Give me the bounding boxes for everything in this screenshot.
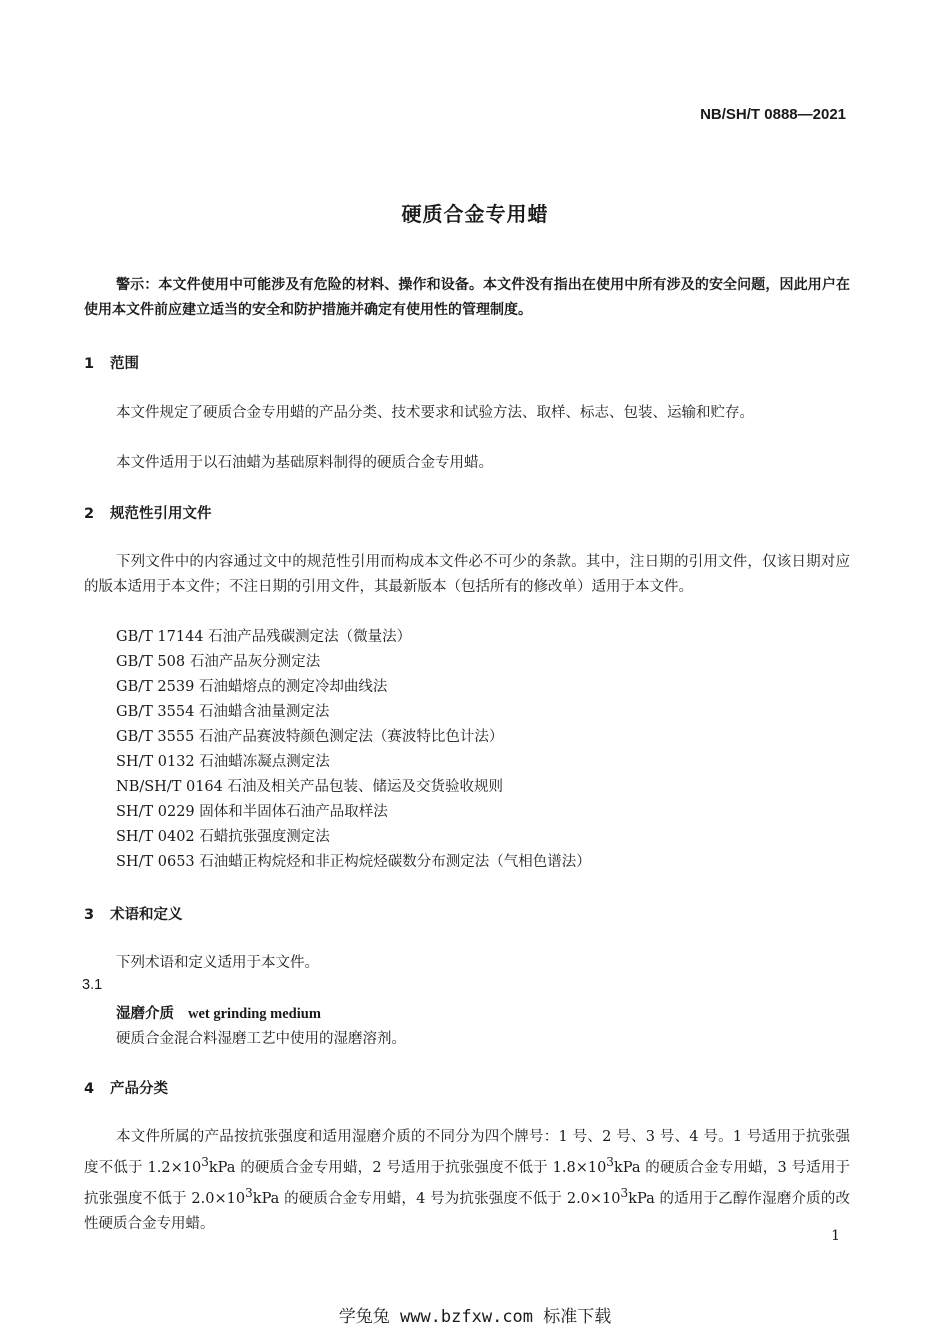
- term-entry: [116, 1002, 321, 1023]
- reference-item: GB/T 2539 石油蜡熔点的测定冷却曲线法: [116, 679, 388, 695]
- text-run: kPa 的硬质合金专用蜡，4 号为抗张强度不低于 2.0×10: [252, 1190, 621, 1207]
- superscript-exponent: 3: [620, 1185, 629, 1200]
- term-chinese: 湿磨介质: [116, 1006, 174, 1022]
- scope-paragraph-2: 本文件适用于以石油蜡为基础原料制得的硬质合金专用蜡。: [116, 455, 493, 471]
- text-run: 本文件所属的产品按抗张强度和适用湿磨介质的不同分为四个牌号：1 号、2 号、3 号、4 号。1 号适用于抗张强度不低于 1.2×10: [84, 1129, 850, 1176]
- section-title: 规范性引用文件: [110, 506, 212, 522]
- section-number: 3: [84, 907, 95, 923]
- superscript-exponent: 3: [245, 1185, 253, 1200]
- subclause-number: 3.1: [82, 977, 103, 993]
- warning-paragraph: 警示：本文件使用中可能涉及有危险的材料、操作和设备。本文件没有指出在使用中所有涉及的安全问题，因此用户在使用本文件前应建立适当的安全和防护措施并确定有使用性的管理制度。: [84, 277, 850, 318]
- page-number: 1: [831, 1228, 840, 1244]
- section-4-heading: [84, 1077, 168, 1098]
- section-2-heading: [84, 502, 212, 523]
- normative-references-paragraph: 下列文件中的内容通过文中的规范性引用而构成本文件必不可少的条款。其中，注日期的引用文件，仅该日期对应的版本适用于本文件；不注日期的引用文件，其最新版本（包括所有的修改单）适用于本文件。: [84, 554, 850, 595]
- reference-list: [116, 625, 591, 875]
- text-run: kPa 的硬质合金专用蜡，3 号适用于抗张强度不低于 2.0×10: [84, 1159, 850, 1207]
- term-definition: 硬质合金混合料湿磨工艺中使用的湿磨溶剂。: [116, 1031, 406, 1047]
- section-title: 产品分类: [110, 1081, 168, 1097]
- terms-paragraph: 下列术语和定义适用于本文件。: [116, 955, 319, 971]
- reference-item: SH/T 0132 石油蜡冻凝点测定法: [116, 754, 330, 770]
- section-3-heading: [84, 903, 183, 924]
- reference-item: SH/T 0402 石蜡抗张强度测定法: [116, 829, 330, 845]
- section-title: 范围: [110, 356, 139, 372]
- reference-item: NB/SH/T 0164 石油及相关产品包装、储运及交货验收规则: [116, 779, 503, 795]
- reference-item: GB/T 3555 石油产品赛波特颜色测定法（赛波特比色计法）: [116, 729, 504, 745]
- text-run: kPa 的适用于乙醇作湿磨介质的改性硬质合金专用蜡。: [84, 1190, 850, 1232]
- text-run: kPa 的硬质合金专用蜡，2 号适用于抗张强度不低于 1.8×10: [208, 1159, 607, 1176]
- section-number: 1: [84, 356, 95, 372]
- reference-item: GB/T 17144 石油产品残碳测定法（微量法）: [116, 629, 412, 645]
- section-1-heading: [84, 352, 139, 373]
- scope-paragraph-1: 本文件规定了硬质合金专用蜡的产品分类、技术要求和试验方法、取样、标志、包装、运输和贮存。: [116, 405, 754, 421]
- reference-item: GB/T 3554 石油蜡含油量测定法: [116, 704, 330, 720]
- standard-code: NB/SH/T 0888—2021: [700, 106, 846, 123]
- reference-item: SH/T 0229 固体和半固体石油产品取样法: [116, 804, 388, 820]
- site-watermark-footer: 学兔兔 www.bzfxw.com 标准下载: [338, 1307, 612, 1327]
- document-title: 硬质合金专用蜡: [401, 202, 549, 226]
- classification-paragraph: [84, 1125, 850, 1237]
- superscript-exponent: 3: [201, 1155, 209, 1169]
- reference-item: GB/T 508 石油产品灰分测定法: [116, 654, 321, 670]
- superscript-exponent: 3: [606, 1155, 614, 1169]
- section-title: 术语和定义: [110, 907, 183, 923]
- section-number: 4: [84, 1081, 95, 1097]
- section-number: 2: [84, 506, 95, 522]
- reference-item: SH/T 0653 石油蜡正构烷烃和非正构烷烃碳数分布测定法（气相色谱法）: [116, 854, 591, 870]
- term-english: wet grinding medium: [188, 1006, 321, 1022]
